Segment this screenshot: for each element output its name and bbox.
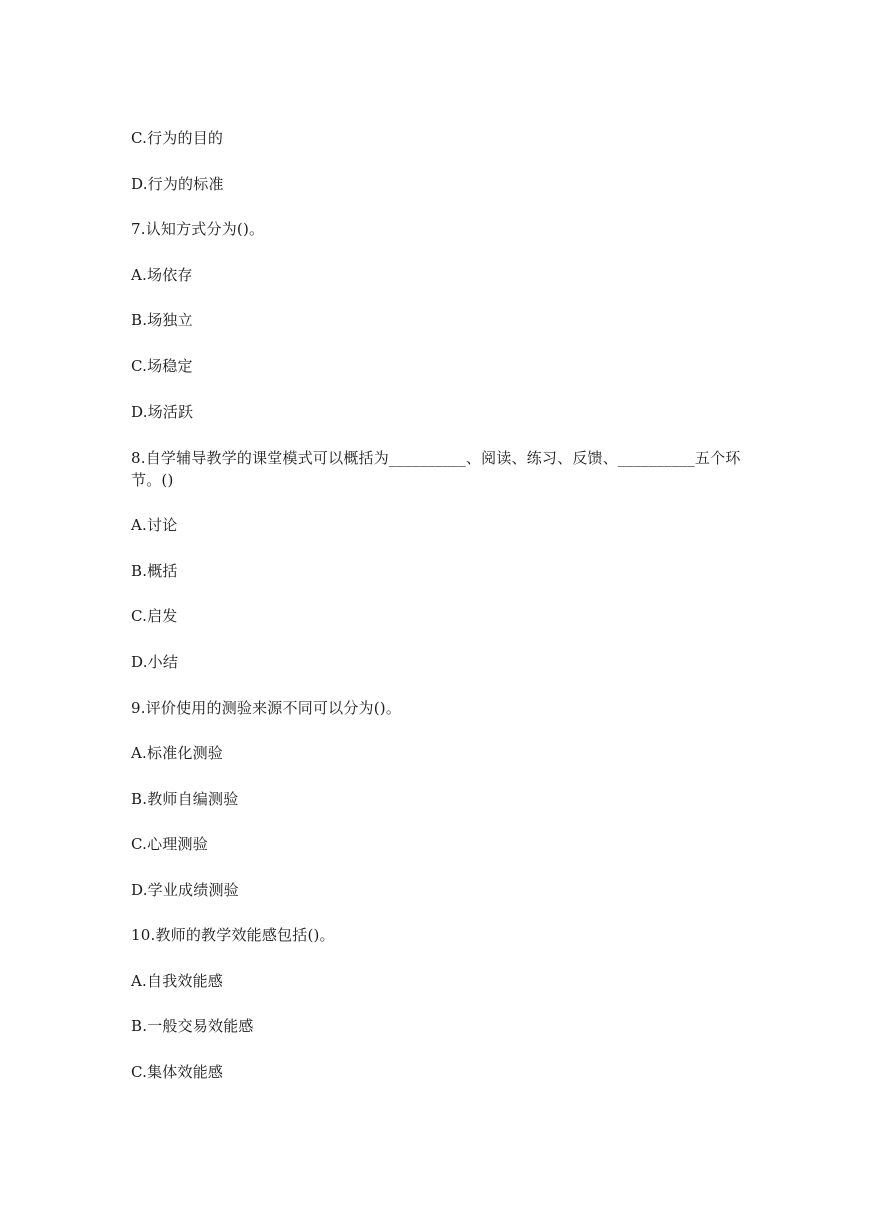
question-9: 9.评价使用的测验来源不同可以分为()。 xyxy=(131,699,402,717)
option-7c: C.场稳定 xyxy=(131,357,193,375)
option-9a: A.标准化测验 xyxy=(131,744,224,762)
option-8b: B.概括 xyxy=(131,562,178,580)
question-8-line-1: 8.自学辅导教学的课堂模式可以概括为__________、阅读、练习、反馈、__________五个环 xyxy=(131,449,741,467)
question-7: 7.认知方式分为()。 xyxy=(131,220,265,238)
option-7d: D.场活跃 xyxy=(131,403,194,421)
option-6d: D.行为的标准 xyxy=(131,175,224,193)
option-6c: C.行为的目的 xyxy=(131,129,224,147)
option-10c: C.集体效能感 xyxy=(131,1063,224,1081)
option-9b: B.教师自编测验 xyxy=(131,790,239,808)
option-7b: B.场独立 xyxy=(131,311,193,329)
option-7a: A.场依存 xyxy=(131,266,193,284)
option-9d: D.学业成绩测验 xyxy=(131,881,239,899)
option-8a: A.讨论 xyxy=(131,516,178,534)
option-8d: D.小结 xyxy=(131,653,179,671)
question-8-line-2: 节。() xyxy=(131,471,174,489)
option-10b: B.一般交易效能感 xyxy=(131,1017,254,1035)
option-9c: C.心理测验 xyxy=(131,835,208,853)
option-8c: C.启发 xyxy=(131,607,178,625)
option-10a: A.自我效能感 xyxy=(131,972,224,990)
question-10: 10.教师的教学效能感包括()。 xyxy=(131,926,335,944)
